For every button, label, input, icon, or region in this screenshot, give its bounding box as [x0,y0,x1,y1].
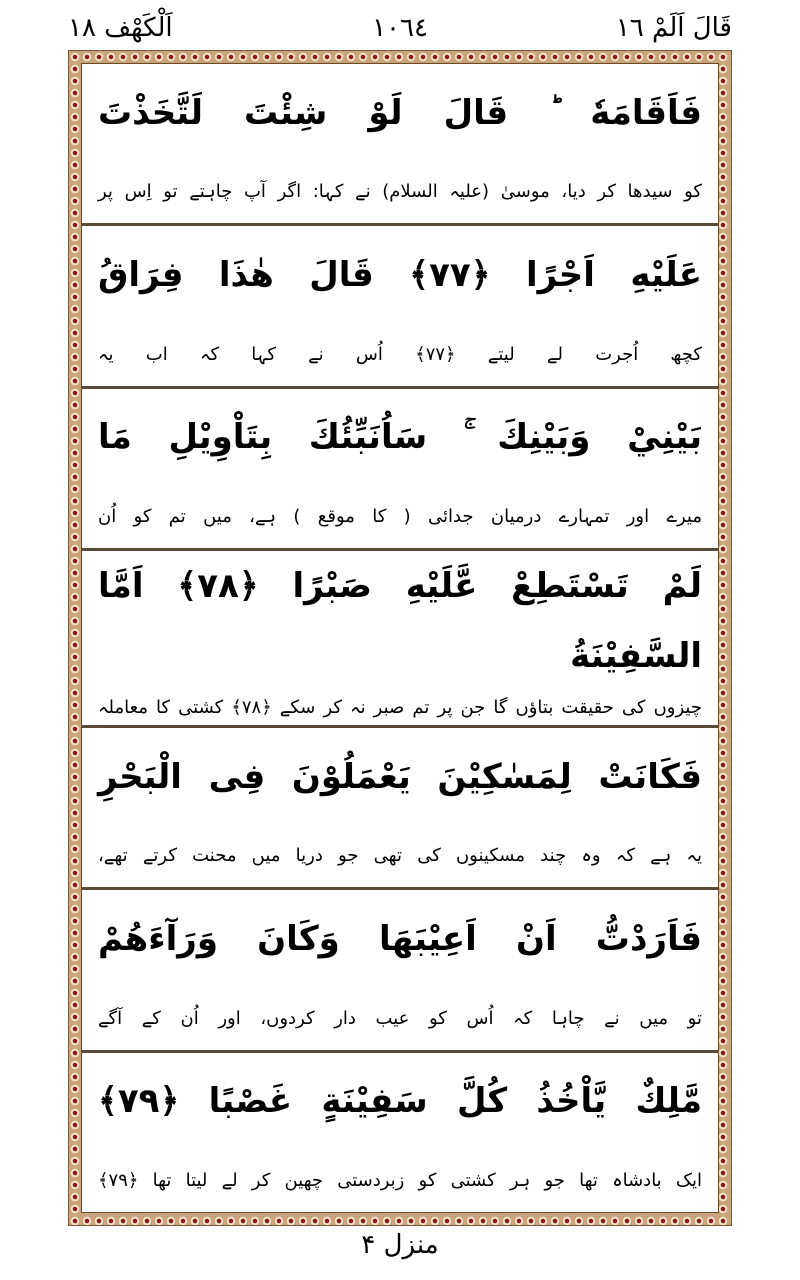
arabic-line: عَلَيْهِ اَجْرًا ﴿۷۷﴾ قَالَ هٰذَا فِرَاقُ [98,255,702,296]
verse-block [82,389,718,551]
urdu-translation: میرے اور تمہارے درمیان جدائی ( کا موقع ) ہے، میں تم کو اُن [98,506,702,528]
arabic-line: فَاَرَدْتُّ اَنْ اَعِيْبَهَا وَكَانَ وَرَآءَهُمْ [98,919,702,960]
surah-title: اَلْكَهْف ١٨ [68,13,173,43]
arabic-line: فَاَقَامَهٗ ؕ قَالَ لَوْ شِئْتَ لَتَّخَذْتَ [98,92,702,133]
urdu-translation: تو میں نے چاہا کہ اُس کو عیب دار کردوں، اور اُن کے آگے [98,1007,702,1029]
urdu-translation: کچھ اُجرت لے لیتے ﴿۷۷﴾ اُس نے کہا کہ اب یہ [98,343,702,365]
arabic-line: مَّلِكٌ يَّاْخُذُ كُلَّ سَفِيْنَةٍ غَصْبًا ﴿۷۹﴾ [98,1081,702,1122]
urdu-translation: ایک بادشاہ تھا جو ہر کشتی کو زبردستی چھین کر لے لیتا تھا ﴿۷۹﴾ [98,1170,702,1192]
verse-block [82,226,718,388]
page-number: ١٠٦٤ [372,13,428,43]
arabic-line: لَمْ تَسْتَطِعْ عَّلَيْهِ صَبْرًا ﴿۷۸﴾ اَمَّا السَّفِيْنَةُ [98,565,702,676]
verse-block [82,728,718,890]
page-content [81,63,719,1213]
verse-block [82,551,718,728]
ornamental-border [68,50,732,1226]
manzil-label: منزل ۴ [361,1230,439,1260]
verse-block [82,64,718,226]
verse-block [82,890,718,1052]
verse-block [82,1053,718,1212]
urdu-translation: یہ ہے کہ وہ چند مسکینوں کی تھی جو دریا میں محنت کرتے تھے، [98,845,702,867]
juz-title: قَالَ اَلَمْ ١٦ [615,13,732,43]
urdu-translation: کو سیدھا کر دیا، موسیٰ (علیہ السلام) نے کہا: اگر آپ چاہتے تو اِس پر [98,181,702,203]
arabic-line: فَكَانَتْ لِمَسٰكِيْنَ يَعْمَلُوْنَ فِى الْبَحْرِ [98,756,702,797]
urdu-translation: چیزوں کی حقیقت بتاؤں گا جن پر تم صبر نہ کر سکے ﴿۷۸﴾ کشتی کا معاملہ [98,696,702,718]
arabic-line: بَيْنِيْ وَبَيْنِكَ ۚ سَاُنَبِّئُكَ بِتَاْوِيْلِ مَا [98,417,702,458]
